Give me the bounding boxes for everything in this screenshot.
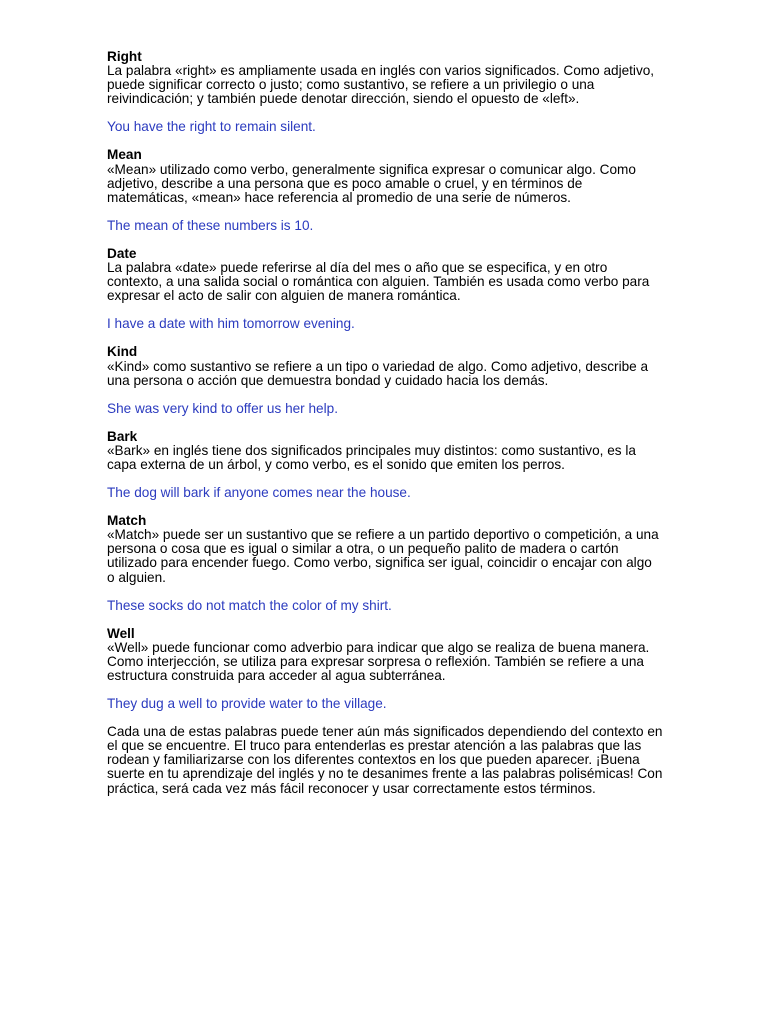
- term-heading: Kind: [107, 344, 138, 360]
- term-heading: Match: [107, 513, 147, 529]
- term-heading: Mean: [107, 147, 142, 163]
- example-sentence: The mean of these numbers is 10.: [107, 217, 314, 233]
- closing-paragraph: Cada una de estas palabras puede tener aún más significados dependiendo del contexto en el que se encuentre. El truco para entenderlas es prestar atención a las palabras que las rodean y familiarizarse con los diferentes contextos en los que pueden aparecer. ¡Buena suerte en tu aprendizaje del inglés y no te desanimes frente a las palabras polisémicas! Con práctica, será cada vez más fácil reconocer y usar correctamente estos términos.: [107, 724, 663, 796]
- example-sentence: The dog will bark if anyone comes near the house.: [107, 485, 411, 501]
- term-definition: «Mean» utilizado como verbo, generalmente significa expresar o comunicar algo. Como adjetivo, describe a una persona que es poco amable o cruel, y en términos de matemáticas, «mean» hace referencia al promedio de una serie de números.: [107, 161, 636, 205]
- term-heading: Right: [107, 49, 142, 64]
- term-heading: Well: [107, 625, 135, 641]
- entry-bark: [107, 430, 663, 500]
- term-definition: «Well» puede funcionar como adverbio para indicar que algo se realiza de buena manera. Como interjección, se utiliza para expresar sorpresa o reflexión. También se refiere a una estructura construida para acceder al agua subterránea.: [107, 639, 650, 683]
- term-heading: Date: [107, 245, 137, 261]
- example-sentence: I have a date with him tomorrow evening.: [107, 316, 355, 332]
- example-sentence: They dug a well to provide water to the village.: [107, 696, 387, 712]
- term-definition: «Kind» como sustantivo se refiere a un tipo o variedad de algo. Como adjetivo, describe a una persona o acción que demuestra bondad y cuidado hacia los demás.: [107, 358, 649, 388]
- example-sentence: You have the right to remain silent.: [107, 119, 316, 135]
- entry-date: [107, 247, 663, 331]
- term-definition: La palabra «date» puede referirse al día del mes o año que se especifica, y en otro contexto, a una salida social o romántica con alguien. También es usada como verbo para expresar el acto de salir con alguien de manera romántica.: [107, 260, 650, 304]
- entry-kind: [107, 345, 663, 415]
- entry-mean: [107, 148, 663, 232]
- term-definition: La palabra «right» es ampliamente usada en inglés con varios significados. Como adjetivo, puede significar correcto o justo; como sustantivo, se refiere a un privilegio o una reivindicación; y también puede denotar dirección, siendo el opuesto de «left».: [107, 63, 655, 107]
- entry-match: [107, 514, 663, 613]
- example-sentence: These socks do not match the color of my shirt.: [107, 597, 392, 613]
- term-definition: «Match» puede ser un sustantivo que se refiere a un partido deportivo o competición, a una persona o cosa que es igual o similar a otra, o un pequeño palito de madera o cartón utilizado para encender fuego. Como verbo, significa ser igual, coincidir o encajar con algo o alguien.: [107, 527, 659, 585]
- entry-well: [107, 627, 663, 711]
- document-page: [107, 50, 663, 796]
- entry-right: [107, 50, 663, 134]
- term-definition: «Bark» en inglés tiene dos significados principales muy distintos: como sustantivo, es la capa externa de un árbol, y como verbo, es el sonido que emiten los perros.: [107, 442, 636, 472]
- term-heading: Bark: [107, 428, 138, 444]
- example-sentence: She was very kind to offer us her help.: [107, 400, 338, 416]
